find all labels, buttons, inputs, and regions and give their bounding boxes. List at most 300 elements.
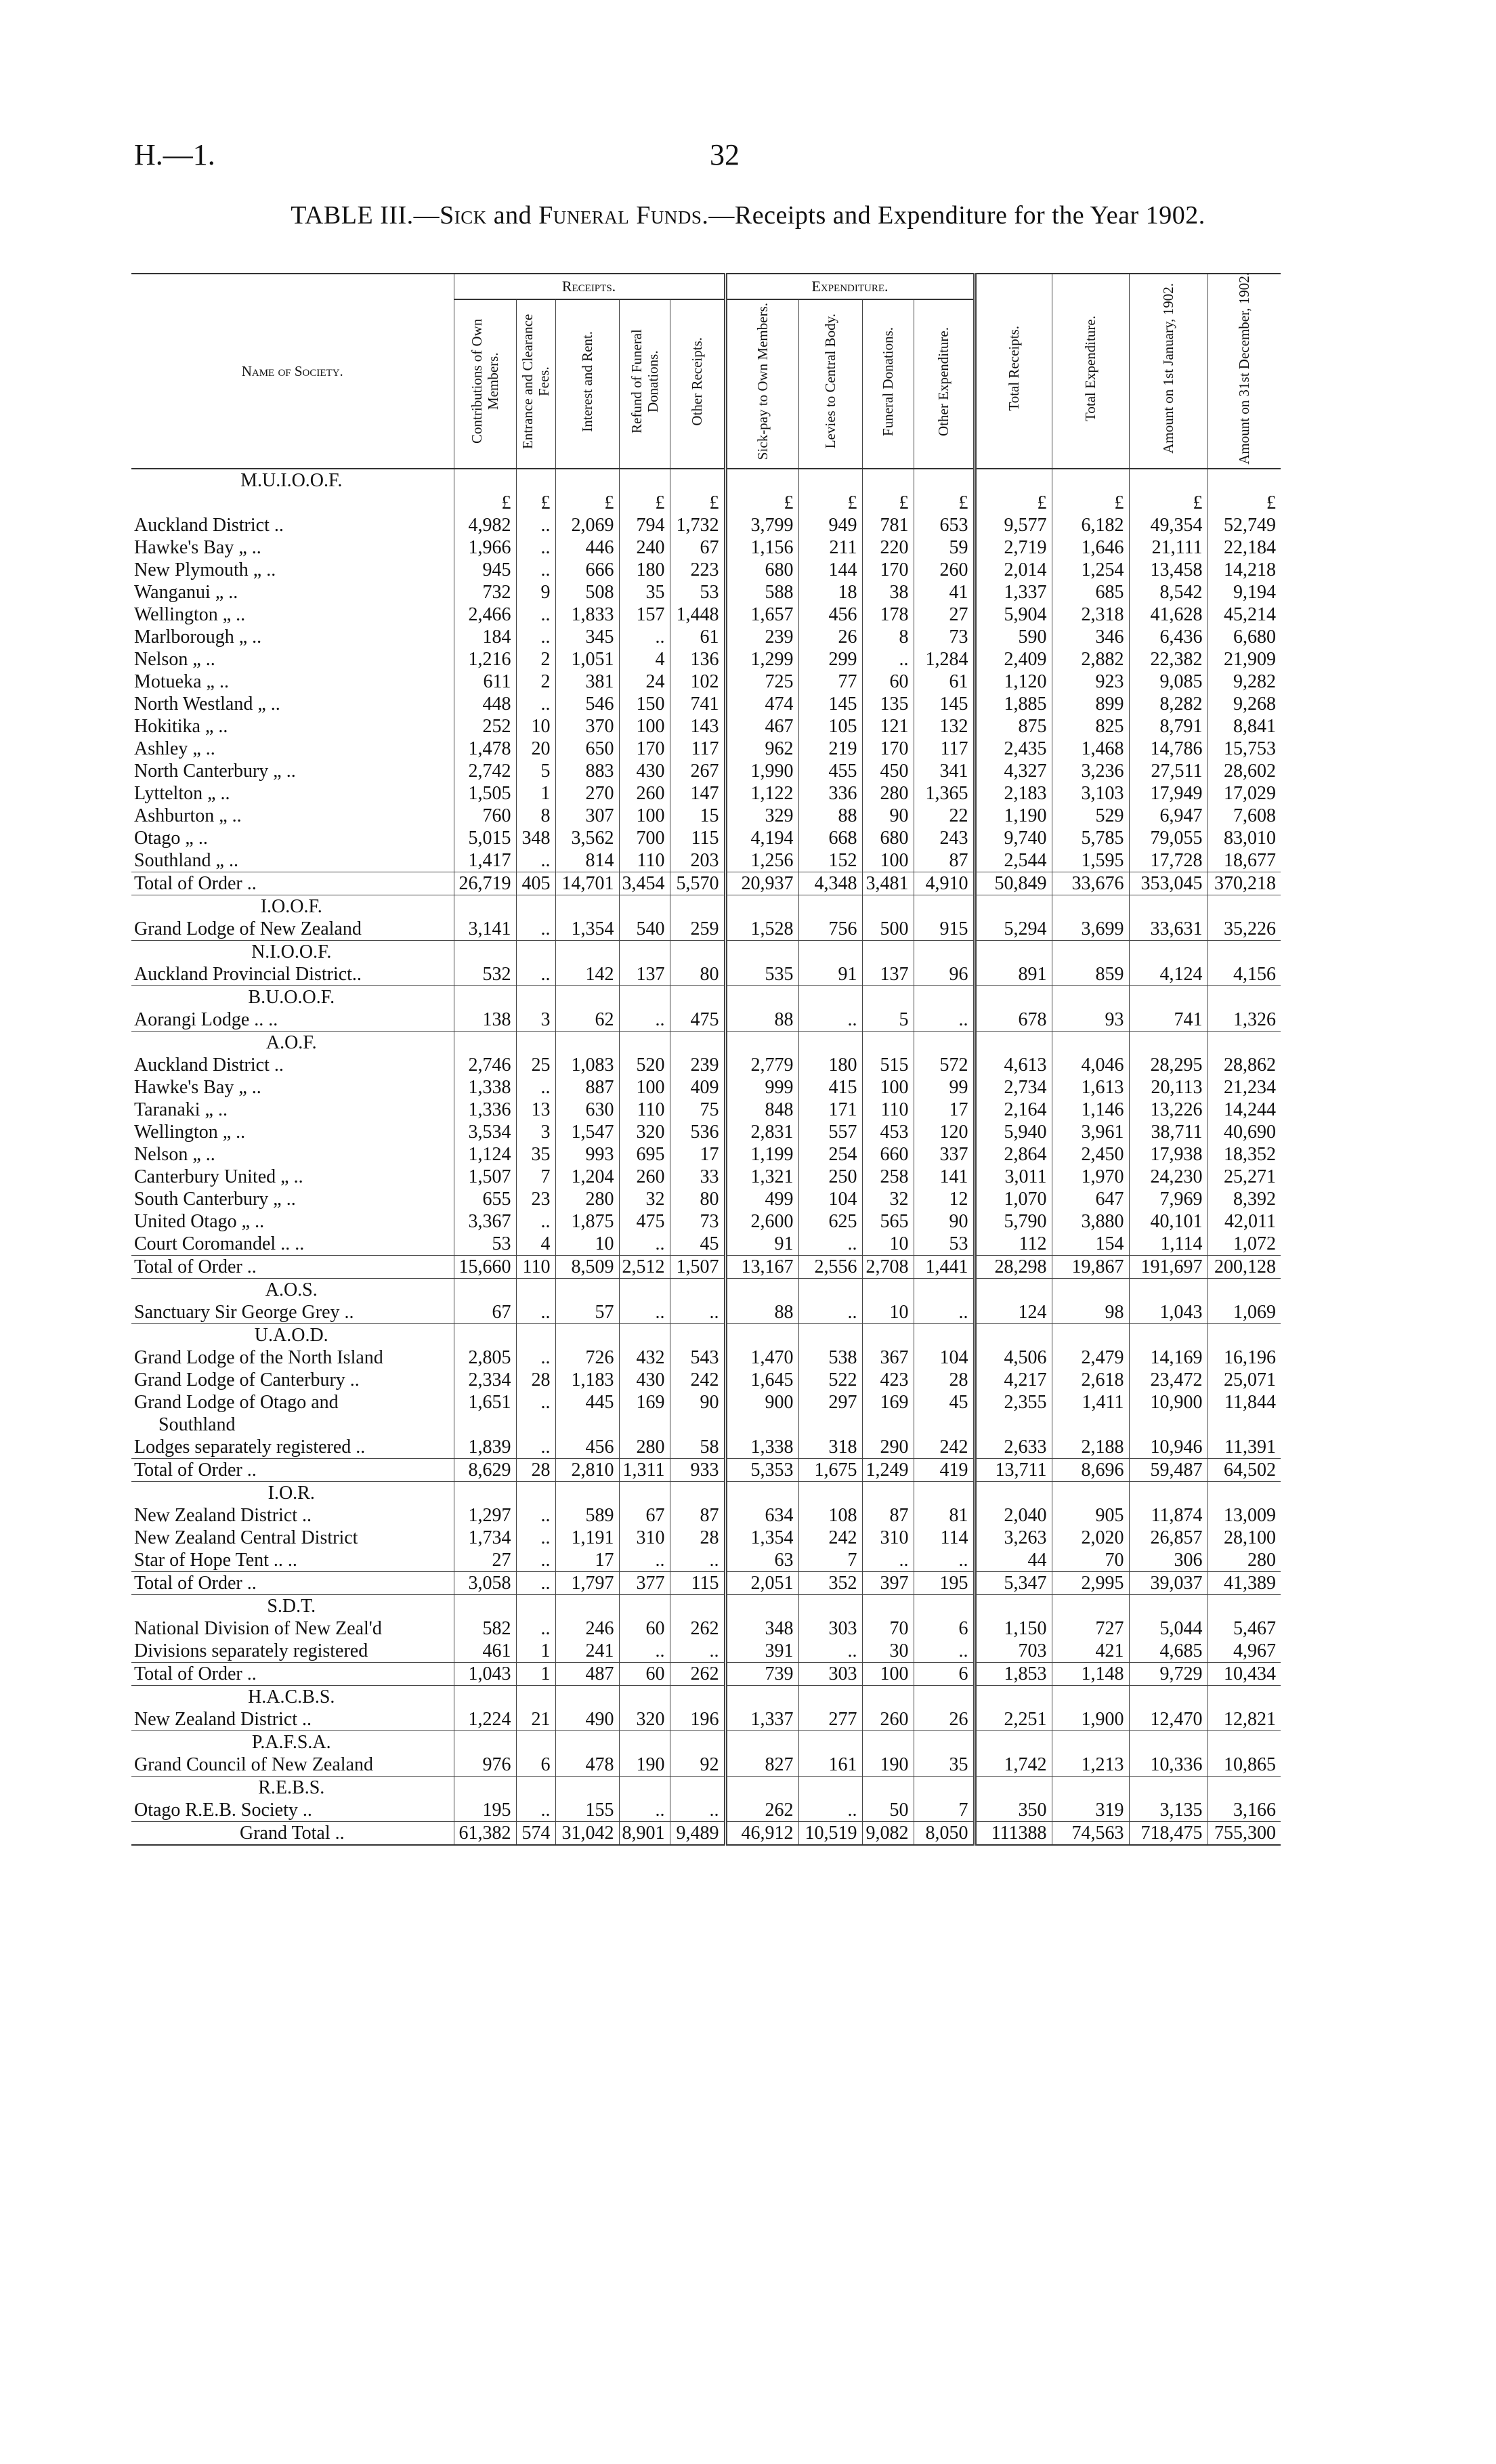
- cell-value: 2,831: [725, 1121, 798, 1143]
- cell-value: 110: [862, 1099, 914, 1121]
- cell-value: 52,749: [1208, 514, 1281, 536]
- cell-value: 5,353: [725, 1459, 798, 1482]
- empty-cell: [516, 1595, 555, 1618]
- cell-value: 1,124: [454, 1143, 516, 1166]
- empty-cell: [619, 1279, 670, 1302]
- cell-value: 10,946: [1129, 1436, 1208, 1459]
- cell-value: 99: [914, 1076, 975, 1099]
- cell-value: 117: [670, 738, 725, 760]
- cell-value: 17,949: [1129, 782, 1208, 805]
- cell-value: 1,657: [725, 603, 798, 626]
- cell-value: 260: [862, 1708, 914, 1731]
- cell-value: 5,940: [975, 1121, 1052, 1143]
- cell-value: 91: [725, 1233, 798, 1256]
- empty-cell: [1208, 469, 1281, 492]
- cell-value: ..: [516, 1549, 555, 1572]
- cell-value: 859: [1052, 963, 1129, 986]
- cell-value: 98: [1052, 1301, 1129, 1324]
- row-name: North Canterbury „ ..: [134, 761, 296, 782]
- row-name: New Zealand District ..: [131, 1708, 454, 1731]
- cell-value: ..: [862, 1549, 914, 1572]
- empty-cell: [1052, 1324, 1129, 1347]
- cell-value: 1,337: [975, 581, 1052, 603]
- cell-value: 7: [516, 1166, 555, 1188]
- cell-value: 741: [1129, 1008, 1208, 1032]
- cell-value: 1,051: [555, 648, 619, 671]
- funds-table: [131, 273, 1281, 1846]
- row-name: Motueka „ ..: [134, 671, 229, 692]
- cell-value: 478: [555, 1754, 619, 1777]
- empty-cell: [798, 1032, 862, 1055]
- row-name: Hawke's Bay „ ..: [134, 1077, 261, 1098]
- empty-cell: [555, 1595, 619, 1618]
- cell-value: 1,122: [725, 782, 798, 805]
- row-name: Hokitika „ ..: [134, 716, 228, 737]
- empty-cell: [555, 1279, 619, 1302]
- cell-value: 4,967: [1208, 1640, 1281, 1663]
- cell-value: 246: [555, 1617, 619, 1640]
- cell-value: 1,338: [454, 1076, 516, 1099]
- cell-value: 53: [670, 581, 725, 603]
- empty-cell: [454, 1032, 516, 1055]
- cell-value: 582: [454, 1617, 516, 1640]
- empty-cell: [1052, 1595, 1129, 1618]
- table-row: [131, 1188, 1281, 1210]
- cell-value: 2,805: [454, 1346, 516, 1369]
- cell-value: 260: [619, 1166, 670, 1188]
- cell-value: 2,544: [975, 849, 1052, 872]
- cell-value: 949: [798, 514, 862, 536]
- cell-value: 28,295: [1129, 1054, 1208, 1076]
- empty-cell: [1129, 1686, 1208, 1709]
- row-name: Total of Order ..: [131, 1459, 454, 1482]
- cell-value: 170: [619, 738, 670, 760]
- empty-cell: [670, 1595, 725, 1618]
- cell-value: ..: [798, 1233, 862, 1256]
- cell-value: ..: [516, 1527, 555, 1549]
- cell-value: 111388: [975, 1822, 1052, 1846]
- empty-cell: [798, 1482, 862, 1505]
- cell-value: ..: [516, 1617, 555, 1640]
- cell-value: 28: [516, 1459, 555, 1482]
- cell-value: 87: [670, 1504, 725, 1527]
- cell-value: 1,321: [725, 1166, 798, 1188]
- row-name: Lyttelton „ ..: [134, 783, 230, 804]
- cell-value: 13,167: [725, 1256, 798, 1279]
- row-name: New Plymouth „ ..: [134, 559, 276, 580]
- cell-value: 59,487: [1129, 1459, 1208, 1482]
- cell-value: 1,966: [454, 536, 516, 559]
- cell-value: 252: [454, 715, 516, 738]
- cell-value: 346: [1052, 626, 1129, 648]
- table-row: [131, 1617, 1281, 1640]
- cell-value: 1,970: [1052, 1166, 1129, 1188]
- cell-value: 87: [914, 849, 975, 872]
- empty-cell: [1129, 1595, 1208, 1618]
- cell-value: 5,044: [1129, 1617, 1208, 1640]
- society-heading-row: [131, 1482, 1281, 1505]
- cell-value: 3,367: [454, 1210, 516, 1233]
- empty-cell: [914, 1279, 975, 1302]
- cell-value: 154: [1052, 1233, 1129, 1256]
- cell-value: 24: [619, 671, 670, 693]
- cell-value: ..: [516, 918, 555, 941]
- cell-value: 135: [862, 693, 914, 715]
- cell-value: 17: [670, 1143, 725, 1166]
- cell-value: 104: [914, 1346, 975, 1369]
- table-row: [131, 1233, 1281, 1256]
- society-heading-row: [131, 986, 1281, 1009]
- cell-value: ..: [516, 963, 555, 986]
- cell-value: 611: [454, 671, 516, 693]
- cell-value: 242: [798, 1527, 862, 1549]
- cell-value: 104: [798, 1188, 862, 1210]
- cell-value: 5,467: [1208, 1617, 1281, 1640]
- empty-cell: [516, 1324, 555, 1347]
- cell-value: 456: [555, 1436, 619, 1459]
- cell-value: 2,633: [975, 1436, 1052, 1459]
- cell-value: 456: [798, 603, 862, 626]
- empty-cell: [1208, 895, 1281, 918]
- cell-value: 529: [1052, 805, 1129, 827]
- cell-value: 4,685: [1129, 1640, 1208, 1663]
- cell-value: 60: [619, 1617, 670, 1640]
- row-name: Southland „ ..: [131, 849, 454, 872]
- empty-cell: [619, 941, 670, 964]
- cell-value: 500: [862, 918, 914, 941]
- column-header-funeral-donations: Funeral Donations.: [862, 299, 914, 469]
- empty-cell: [975, 1777, 1052, 1800]
- column-header-name: Name of Society.: [131, 274, 454, 469]
- empty-cell: [914, 1414, 975, 1436]
- empty-cell: [725, 941, 798, 964]
- cell-value: 700: [619, 827, 670, 849]
- cell-value: 16,196: [1208, 1346, 1281, 1369]
- table-row: [131, 648, 1281, 671]
- cell-value: 31,042: [555, 1822, 619, 1846]
- cell-value: 678: [975, 1008, 1052, 1032]
- cell-value: 306: [1129, 1549, 1208, 1572]
- society-heading-row: [131, 1279, 1281, 1302]
- empty-cell: [798, 1686, 862, 1709]
- cell-value: 9,194: [1208, 581, 1281, 603]
- empty-cell: [670, 1279, 725, 1302]
- cell-value: 44: [975, 1549, 1052, 1572]
- table-row: [131, 603, 1281, 626]
- cell-value: 40,690: [1208, 1121, 1281, 1143]
- row-name: Wellington „ ..: [134, 1122, 246, 1143]
- cell-value: 6: [914, 1617, 975, 1640]
- cell-value: 1,595: [1052, 849, 1129, 872]
- cell-value: 2,318: [1052, 603, 1129, 626]
- cell-value: 161: [798, 1754, 862, 1777]
- cell-value: 1,083: [555, 1054, 619, 1076]
- empty-cell: [555, 941, 619, 964]
- cell-value: 147: [670, 782, 725, 805]
- empty-cell: [454, 1279, 516, 1302]
- empty-cell: [670, 1032, 725, 1055]
- cell-value: 259: [670, 918, 725, 941]
- cell-value: 110: [619, 849, 670, 872]
- cell-value: 63: [725, 1549, 798, 1572]
- cell-value: 13,009: [1208, 1504, 1281, 1527]
- cell-value: 2,251: [975, 1708, 1052, 1731]
- cell-value: 9,489: [670, 1822, 725, 1846]
- cell-value: 405: [516, 872, 555, 895]
- cell-value: 1,547: [555, 1121, 619, 1143]
- cell-value: 1,190: [975, 805, 1052, 827]
- cell-value: 318: [798, 1436, 862, 1459]
- empty-cell: [670, 469, 725, 492]
- cell-value: 3,141: [454, 918, 516, 941]
- cell-value: 190: [619, 1754, 670, 1777]
- cell-value: 21,909: [1208, 648, 1281, 671]
- cell-value: 1: [516, 1663, 555, 1686]
- empty-cell: [1129, 1482, 1208, 1505]
- cell-value: 5,785: [1052, 827, 1129, 849]
- cell-value: 337: [914, 1143, 975, 1166]
- cell-value: 262: [670, 1617, 725, 1640]
- cell-value: 74,563: [1052, 1822, 1129, 1846]
- cell-value: 3,562: [555, 827, 619, 849]
- cell-value: 5,294: [975, 918, 1052, 941]
- cell-value: 1,069: [1208, 1301, 1281, 1324]
- row-name: Marlborough „ ..: [134, 626, 262, 647]
- cell-value: 79,055: [1129, 827, 1208, 849]
- empty-cell: [619, 469, 670, 492]
- cell-value: 1,191: [555, 1527, 619, 1549]
- cell-value: 45: [914, 1391, 975, 1414]
- cell-value: 10: [555, 1233, 619, 1256]
- cell-value: 2,466: [454, 603, 516, 626]
- empty-cell: [516, 469, 555, 492]
- cell-value: 520: [619, 1054, 670, 1076]
- empty-cell: [1129, 1731, 1208, 1754]
- empty-cell: [1052, 1414, 1129, 1436]
- cell-value: 421: [1052, 1640, 1129, 1663]
- cell-value: 105: [798, 715, 862, 738]
- cell-value: 9,577: [975, 514, 1052, 536]
- cell-value: 8,509: [555, 1256, 619, 1279]
- cell-value: £: [555, 492, 619, 514]
- cell-value: 887: [555, 1076, 619, 1099]
- cell-value: 67: [619, 1504, 670, 1527]
- empty-cell: [862, 986, 914, 1009]
- empty-cell: [798, 941, 862, 964]
- cell-value: 1,411: [1052, 1391, 1129, 1414]
- table-row: [131, 715, 1281, 738]
- cell-value: 381: [555, 671, 619, 693]
- empty-cell: [454, 1731, 516, 1754]
- cell-value: 367: [862, 1346, 914, 1369]
- cell-value: 6: [516, 1754, 555, 1777]
- row-name: United Otago „ ..: [134, 1211, 265, 1232]
- column-header-interest-rent: Interest and Rent.: [555, 299, 619, 469]
- cell-value: 9,729: [1129, 1663, 1208, 1686]
- cell-value: 741: [670, 693, 725, 715]
- cell-value: 92: [670, 1754, 725, 1777]
- cell-value: 33,676: [1052, 872, 1129, 895]
- cell-value: 180: [798, 1054, 862, 1076]
- column-header-amount-jan: Amount on 1st January, 1902.: [1129, 274, 1208, 469]
- cell-value: 108: [798, 1504, 862, 1527]
- table-row: [131, 1054, 1281, 1076]
- cell-value: 345: [555, 626, 619, 648]
- cell-value: 1,204: [555, 1166, 619, 1188]
- cell-value: 933: [670, 1459, 725, 1482]
- empty-cell: [914, 1595, 975, 1618]
- cell-value: 191,697: [1129, 1256, 1208, 1279]
- cell-value: 2,864: [975, 1143, 1052, 1166]
- cell-value: 377: [619, 1572, 670, 1595]
- empty-cell: [725, 895, 798, 918]
- cell-value: 26,857: [1129, 1527, 1208, 1549]
- cell-value: 184: [454, 626, 516, 648]
- table-row: [131, 1799, 1281, 1822]
- cell-value: 14,218: [1208, 559, 1281, 581]
- cell-value: 121: [862, 715, 914, 738]
- cell-value: ..: [516, 1346, 555, 1369]
- cell-value: 1,120: [975, 671, 1052, 693]
- row-name: Grand Council of New Zealand: [131, 1754, 454, 1777]
- cell-value: 141: [914, 1166, 975, 1188]
- cell-value: 88: [725, 1008, 798, 1032]
- table-row: [131, 1166, 1281, 1188]
- cell-value: 680: [862, 827, 914, 849]
- society-heading-row: [131, 1731, 1281, 1754]
- cell-value: 2,183: [975, 782, 1052, 805]
- cell-value: 655: [454, 1188, 516, 1210]
- row-name: [131, 492, 454, 514]
- cell-value: 49,354: [1129, 514, 1208, 536]
- cell-value: 80: [670, 1188, 725, 1210]
- society-heading-row: [131, 469, 1281, 492]
- cell-value: 35: [914, 1754, 975, 1777]
- cell-value: 370,218: [1208, 872, 1281, 895]
- empty-cell: [975, 1595, 1052, 1618]
- cell-value: 1,470: [725, 1346, 798, 1369]
- cell-value: 58: [670, 1436, 725, 1459]
- empty-cell: [670, 1482, 725, 1505]
- cell-value: 794: [619, 514, 670, 536]
- cell-value: 432: [619, 1346, 670, 1369]
- cell-value: 499: [725, 1188, 798, 1210]
- cell-value: 88: [725, 1301, 798, 1324]
- row-name: Aorangi Lodge .. ..: [131, 1008, 454, 1032]
- cell-value: 254: [798, 1143, 862, 1166]
- cell-value: 20,937: [725, 872, 798, 895]
- empty-cell: [1052, 986, 1129, 1009]
- cell-value: ..: [670, 1799, 725, 1822]
- cell-value: 419: [914, 1459, 975, 1482]
- column-header-amount-dec: Amount on 31st December, 1902.: [1208, 274, 1281, 469]
- cell-value: 993: [555, 1143, 619, 1166]
- cell-value: 348: [725, 1617, 798, 1640]
- empty-cell: [555, 469, 619, 492]
- empty-cell: [516, 1731, 555, 1754]
- cell-value: £: [1052, 492, 1129, 514]
- cell-value: 1,284: [914, 648, 975, 671]
- row-name: Wellington „ ..: [134, 604, 246, 625]
- cell-value: 67: [454, 1301, 516, 1324]
- table-row: [131, 827, 1281, 849]
- cell-value: 124: [975, 1301, 1052, 1324]
- cell-value: 1,651: [454, 1391, 516, 1414]
- cell-value: 1,148: [1052, 1663, 1129, 1686]
- cell-value: 4,156: [1208, 963, 1281, 986]
- empty-cell: [725, 1686, 798, 1709]
- row-name: Sanctuary Sir George Grey ..: [131, 1301, 454, 1324]
- cell-value: 2,779: [725, 1054, 798, 1076]
- cell-value: 589: [555, 1504, 619, 1527]
- cell-value: 18: [798, 581, 862, 603]
- cell-value: 647: [1052, 1188, 1129, 1210]
- cell-value: 280: [619, 1436, 670, 1459]
- cell-value: ..: [516, 1504, 555, 1527]
- cell-value: 50: [862, 1799, 914, 1822]
- empty-cell: [798, 469, 862, 492]
- cell-value: 976: [454, 1754, 516, 1777]
- table-body: [131, 469, 1281, 1845]
- empty-cell: [454, 1595, 516, 1618]
- cell-value: 1,507: [670, 1256, 725, 1279]
- cell-value: 450: [862, 760, 914, 782]
- cell-value: 10: [862, 1301, 914, 1324]
- cell-value: 10,519: [798, 1822, 862, 1846]
- empty-cell: [1208, 941, 1281, 964]
- cell-value: 169: [862, 1391, 914, 1414]
- cell-value: 8,282: [1129, 693, 1208, 715]
- cell-value: 9: [516, 581, 555, 603]
- empty-cell: [555, 986, 619, 1009]
- cell-value: ..: [516, 514, 555, 536]
- empty-cell: [619, 895, 670, 918]
- cell-value: 1,199: [725, 1143, 798, 1166]
- cell-value: 923: [1052, 671, 1129, 693]
- cell-value: 415: [798, 1076, 862, 1099]
- empty-cell: [619, 1595, 670, 1618]
- cell-value: 1,900: [1052, 1708, 1129, 1731]
- cell-value: 93: [1052, 1008, 1129, 1032]
- cell-value: 430: [619, 760, 670, 782]
- receipts-group-header: Receipts.: [454, 274, 725, 299]
- empty-cell: [670, 1324, 725, 1347]
- empty-cell: [914, 1482, 975, 1505]
- cell-value: 1,150: [975, 1617, 1052, 1640]
- cell-value: 61,382: [454, 1822, 516, 1846]
- row-name: Auckland Provincial District..: [131, 963, 454, 986]
- cell-value: 336: [798, 782, 862, 805]
- empty-cell: [975, 1731, 1052, 1754]
- row-name: Court Coromandel .. ..: [131, 1233, 454, 1256]
- cell-value: 760: [454, 805, 516, 827]
- cell-value: 35,226: [1208, 918, 1281, 941]
- empty-cell: [555, 1032, 619, 1055]
- empty-cell: [862, 1032, 914, 1055]
- cell-value: 2: [516, 648, 555, 671]
- cell-value: ..: [619, 1549, 670, 1572]
- society-heading-row: [131, 895, 1281, 918]
- cell-value: 3: [516, 1121, 555, 1143]
- cell-value: 2,040: [975, 1504, 1052, 1527]
- empty-cell: [862, 1324, 914, 1347]
- cell-value: 455: [798, 760, 862, 782]
- cell-value: 1,043: [1129, 1301, 1208, 1324]
- empty-cell: [725, 469, 798, 492]
- empty-cell: [670, 1686, 725, 1709]
- cell-value: ..: [516, 603, 555, 626]
- cell-value: 241: [555, 1640, 619, 1663]
